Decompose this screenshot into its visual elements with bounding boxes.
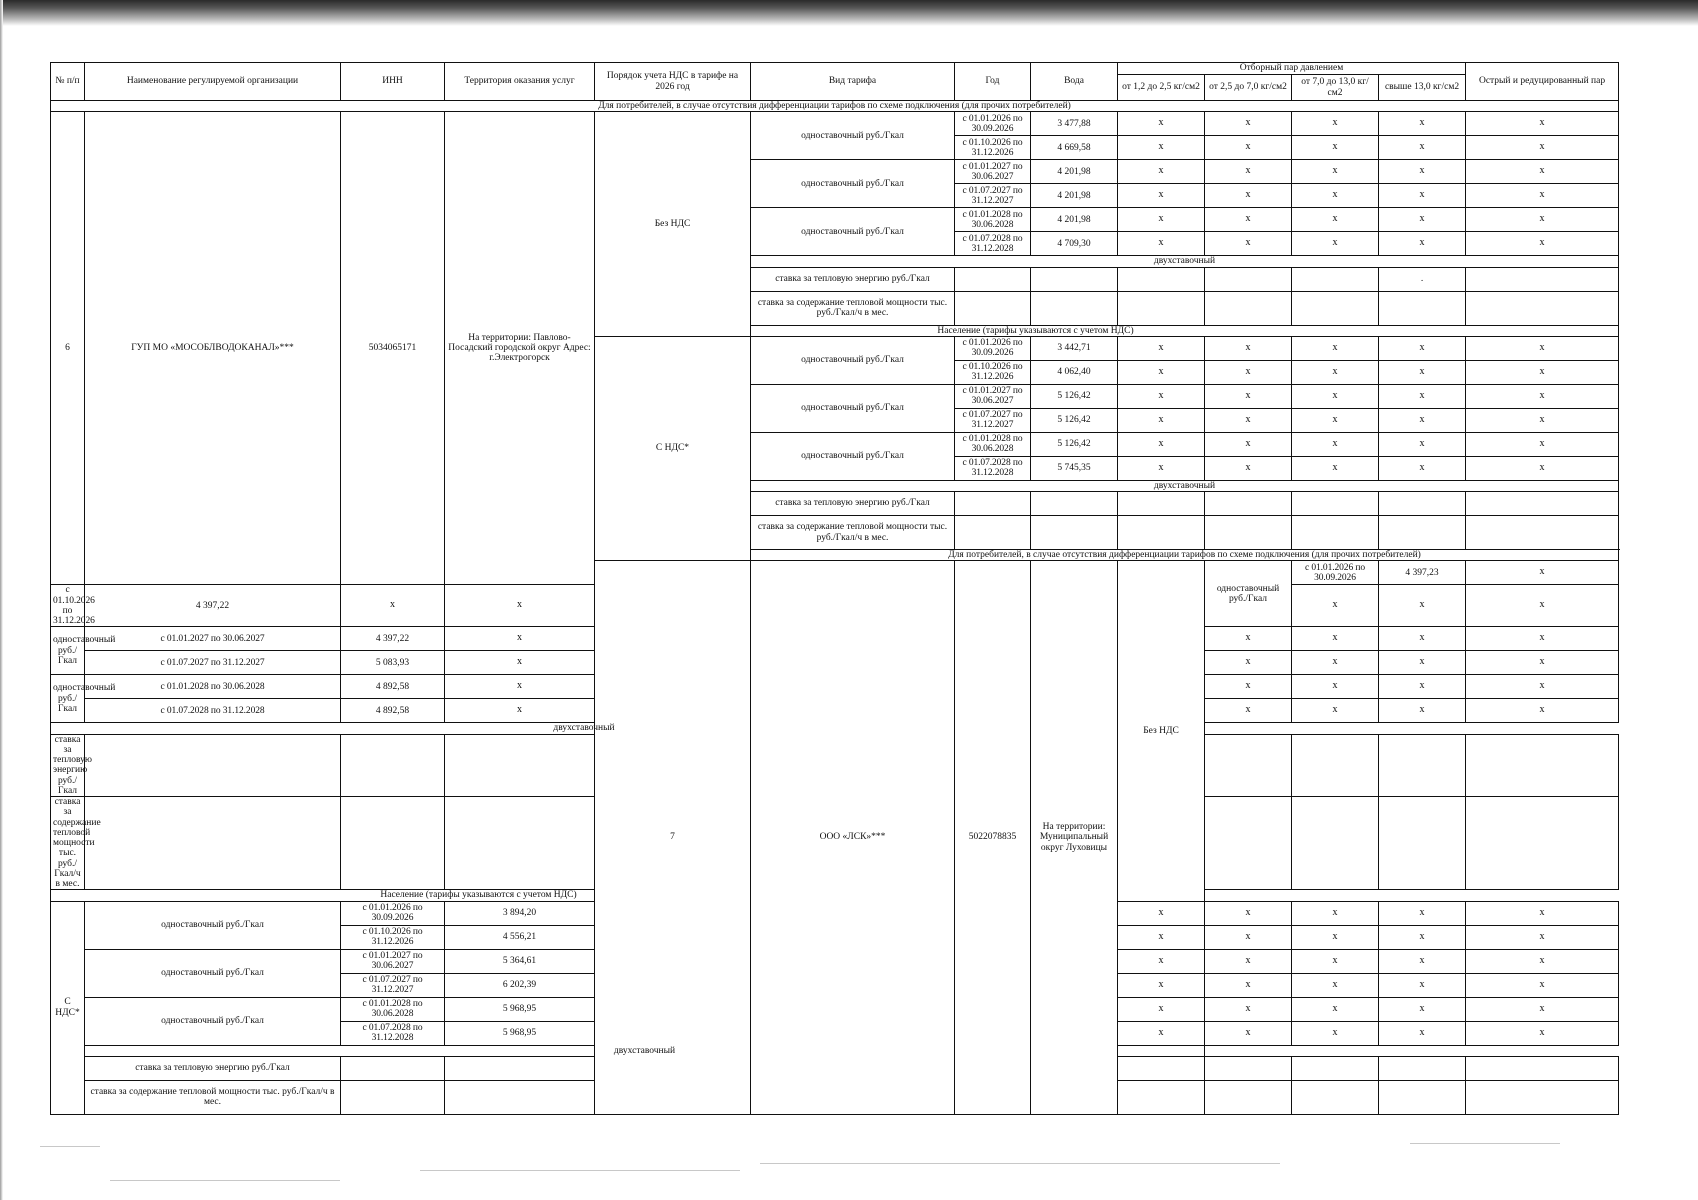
period-cell: с 01.01.2028 по 30.06.2028 — [955, 208, 1031, 232]
empty-cell — [1205, 516, 1292, 550]
two-part-label: двухставочный — [51, 723, 1118, 734]
water-price: 4 397,22 — [341, 627, 445, 651]
org-territory: На территории: Павлово-Посадский городской округ Адрес: г.Электрогорск — [445, 112, 595, 585]
steam-x-cell: x — [1292, 232, 1379, 256]
steam-x-cell: x — [1118, 925, 1205, 949]
rate-heat-label: ставка за тепловую энергию руб./Гкал — [751, 492, 955, 516]
steam-x-cell: x — [1379, 627, 1466, 651]
steam-x-cell: x — [1292, 901, 1379, 925]
steam-x-cell: x — [1466, 336, 1619, 360]
steam-x-cell: x — [1118, 232, 1205, 256]
section-title: Население (тарифы указываются с учетом НДС) — [751, 325, 1619, 336]
water-price: 5 126,42 — [1031, 432, 1118, 456]
empty-cell — [1118, 492, 1205, 516]
section-row — [51, 101, 1619, 112]
empty-cell — [1292, 1056, 1379, 1080]
org-number: 7 — [595, 561, 751, 1115]
steam-x-cell: x — [1379, 336, 1466, 360]
steam-x-cell: x — [1205, 384, 1292, 408]
water-price: 4 062,40 — [1031, 360, 1118, 384]
period-cell: с 01.01.2027 по 30.06.2027 — [341, 949, 445, 973]
period-cell: с 01.07.2028 по 31.12.2028 — [955, 456, 1031, 480]
org-number: 6 — [51, 112, 85, 585]
steam-x-cell: x — [445, 585, 595, 627]
empty-cell — [1205, 797, 1292, 890]
org-name: ГУП МО «МОСОБЛВОДОКАНАЛ»*** — [85, 112, 341, 585]
period-cell: с 01.01.2026 по 30.09.2026 — [1292, 561, 1379, 585]
water-price: 4 201,98 — [1031, 208, 1118, 232]
tariff-type-one-part: одноставочный руб./Гкал — [51, 627, 85, 675]
steam-x-cell: x — [1118, 456, 1205, 480]
empty-cell — [1031, 516, 1118, 550]
steam-x-cell: x — [1118, 949, 1205, 973]
two-part-label: двухставочный — [751, 480, 1619, 491]
tariff-type-one-part: одноставочный руб./Гкал — [751, 160, 955, 208]
steam-x-cell: x — [445, 651, 595, 675]
org-inn: 5034065171 — [341, 112, 445, 585]
header-steam-group: Отборный пар давлением — [1118, 63, 1466, 75]
steam-x-cell: x — [1466, 408, 1619, 432]
water-price: 4 709,30 — [1031, 232, 1118, 256]
header-year: Год — [955, 63, 1031, 101]
empty-cell — [1292, 492, 1379, 516]
steam-x-cell: x — [1205, 973, 1292, 997]
tariff-type-one-part: одноставочный руб./Гкал — [751, 432, 955, 480]
rate-heat-label: ставка за тепловую энергию руб./Гкал — [51, 734, 85, 797]
empty-cell — [1205, 1080, 1292, 1114]
steam-x-cell: x — [1379, 160, 1466, 184]
water-price: 4 201,98 — [1031, 184, 1118, 208]
steam-x-cell: x — [1205, 408, 1292, 432]
header-org-name: Наименование регулируемой организации — [85, 63, 341, 101]
empty-cell — [1118, 267, 1205, 291]
steam-x-cell: x — [1379, 208, 1466, 232]
steam-x-cell: x — [1205, 675, 1292, 699]
steam-x-cell: x — [1466, 585, 1619, 627]
steam-x-cell: x — [1466, 1021, 1619, 1045]
tariff-row — [51, 112, 1619, 136]
steam-x-cell: x — [1118, 901, 1205, 925]
steam-x-cell: x — [1292, 1021, 1379, 1045]
rate-capacity-label: ставка за содержание тепловой мощности тыс. руб./Гкал/ч в мес. — [751, 291, 955, 325]
steam-x-cell: x — [1292, 208, 1379, 232]
rate-heat-label: ставка за тепловую энергию руб./Гкал — [751, 267, 955, 291]
header-steam-2: от 2,5 до 7,0 кг/см2 — [1205, 75, 1292, 101]
period-cell: с 01.01.2028 по 30.06.2028 — [85, 675, 341, 699]
period-cell: с 01.07.2027 по 31.12.2027 — [955, 184, 1031, 208]
period-cell: с 01.10.2026 по 31.12.2026 — [341, 925, 445, 949]
steam-x-cell: x — [1118, 160, 1205, 184]
scan-artifact — [40, 1146, 100, 1147]
period-cell: с 01.07.2027 по 31.12.2027 — [955, 408, 1031, 432]
rate-heat-label: ставка за тепловую энергию руб./Гкал — [85, 1056, 341, 1080]
empty-cell — [445, 734, 595, 797]
header-inn: ИНН — [341, 63, 445, 101]
steam-x-cell: x — [1205, 136, 1292, 160]
org-inn: 5022078835 — [955, 561, 1031, 1115]
water-price: 5 126,42 — [1031, 408, 1118, 432]
empty-cell — [1379, 734, 1466, 797]
period-cell: с 01.01.2026 по 30.09.2026 — [955, 336, 1031, 360]
water-price: 5 968,95 — [445, 997, 595, 1021]
tariff-type-one-part: одноставочный руб./Гкал — [51, 675, 85, 723]
empty-cell — [341, 1056, 445, 1080]
water-price: 4 892,58 — [341, 675, 445, 699]
steam-x-cell: x — [1292, 925, 1379, 949]
two-part-row — [51, 1045, 1619, 1056]
empty-cell — [85, 734, 341, 797]
steam-x-cell: x — [1205, 184, 1292, 208]
steam-x-cell: x — [1466, 949, 1619, 973]
tariff-type-one-part: одноставочный руб./Гкал — [85, 949, 341, 997]
tariff-type-one-part: одноставочный руб./Гкал — [751, 208, 955, 256]
org-name: ООО «ЛСК»*** — [751, 561, 955, 1115]
period-cell: с 01.10.2026 по 31.12.2026 — [51, 585, 85, 627]
empty-cell — [445, 797, 595, 890]
scan-artifact — [110, 1180, 340, 1181]
tariff-table-container — [50, 62, 1618, 1108]
steam-x-cell: x — [1292, 949, 1379, 973]
steam-x-cell: x — [1205, 651, 1292, 675]
header-water: Вода — [1031, 63, 1118, 101]
period-cell: с 01.07.2028 по 31.12.2028 — [955, 232, 1031, 256]
period-cell: с 01.01.2028 по 30.06.2028 — [341, 997, 445, 1021]
section-title: Население (тарифы указываются с учетом НДС) — [51, 890, 1205, 901]
empty-cell — [1292, 291, 1379, 325]
header-sharp-steam: Острый и редуцированный пар — [1466, 63, 1619, 101]
steam-x-cell: x — [1205, 160, 1292, 184]
water-price: 4 556,21 — [445, 925, 595, 949]
steam-x-cell: x — [1379, 360, 1466, 384]
steam-x-cell: x — [1466, 973, 1619, 997]
water-price: 5 968,95 — [445, 1021, 595, 1045]
steam-x-cell: x — [1205, 949, 1292, 973]
steam-x-cell: x — [1292, 585, 1379, 627]
water-price: 3 894,20 — [445, 901, 595, 925]
water-price: 4 397,23 — [1379, 561, 1466, 585]
steam-x-cell: x — [1118, 973, 1205, 997]
header-steam-1: от 1,2 до 2,5 кг/см2 — [1118, 75, 1205, 101]
water-price: 4 397,22 — [85, 585, 341, 627]
empty-cell — [1292, 797, 1379, 890]
tariff-type-one-part: одноставочный руб./Гкал — [1205, 561, 1292, 627]
steam-x-cell: x — [1205, 901, 1292, 925]
steam-x-cell: x — [1205, 208, 1292, 232]
steam-x-cell: x — [1466, 627, 1619, 651]
period-cell: с 01.01.2027 по 30.06.2027 — [955, 384, 1031, 408]
empty-cell — [1118, 1056, 1205, 1080]
empty-cell — [1466, 1080, 1619, 1114]
vat-order-cell: Без НДС — [1118, 561, 1205, 901]
steam-x-cell: x — [1205, 432, 1292, 456]
steam-x-cell: x — [1379, 432, 1466, 456]
empty-cell — [85, 797, 341, 890]
steam-x-cell: x — [1379, 675, 1466, 699]
steam-x-cell: x — [1205, 112, 1292, 136]
vat-order-cell: С НДС* — [51, 901, 85, 1114]
scan-artifact — [1410, 1143, 1560, 1144]
scan-left-edge — [0, 0, 3, 1200]
steam-x-cell: x — [1292, 384, 1379, 408]
empty-cell — [445, 1080, 595, 1114]
rate-capacity-label: ставка за содержание тепловой мощности тыс. руб./Гкал/ч в мес. — [51, 797, 85, 890]
steam-x-cell: x — [1118, 336, 1205, 360]
steam-x-cell: x — [1466, 456, 1619, 480]
steam-x-cell: x — [1379, 184, 1466, 208]
empty-cell — [1466, 267, 1619, 291]
header-vat-order: Порядок учета НДС в тарифе на 2026 год — [595, 63, 751, 101]
steam-x-cell: x — [1205, 997, 1292, 1021]
header-territory: Территория оказания услуг — [445, 63, 595, 101]
header-steam-3: от 7,0 до 13,0 кг/см2 — [1292, 75, 1379, 101]
water-price: 5 364,61 — [445, 949, 595, 973]
steam-x-cell: x — [1292, 651, 1379, 675]
tariff-type-one-part: одноставочный руб./Гкал — [751, 336, 955, 384]
steam-x-cell: x — [1205, 360, 1292, 384]
steam-x-cell: x — [1292, 432, 1379, 456]
vat-order-cell: Без НДС — [595, 112, 751, 337]
steam-x-cell: x — [1379, 651, 1466, 675]
steam-x-cell: x — [1292, 973, 1379, 997]
empty-cell — [955, 516, 1031, 550]
steam-x-cell: x — [1466, 432, 1619, 456]
two-part-row — [51, 723, 1619, 734]
steam-x-cell: x — [1379, 997, 1466, 1021]
header-steam-4: свыше 13,0 кг/см2 — [1379, 75, 1466, 101]
steam-x-cell: x — [1466, 925, 1619, 949]
empty-cell — [1292, 267, 1379, 291]
steam-x-cell: x — [1466, 901, 1619, 925]
empty-cell — [1466, 734, 1619, 797]
tariff-type-one-part: одноставочный руб./Гкал — [85, 901, 341, 949]
empty-cell — [1379, 291, 1466, 325]
steam-x-cell: x — [1466, 699, 1619, 723]
steam-x-cell: x — [1466, 208, 1619, 232]
steam-x-cell: x — [1466, 675, 1619, 699]
water-price: 4 669,58 — [1031, 136, 1118, 160]
period-cell: с 01.01.2026 по 30.09.2026 — [341, 901, 445, 925]
empty-cell — [955, 492, 1031, 516]
steam-x-cell: x — [1292, 360, 1379, 384]
header-tariff-type: Вид тарифа — [751, 63, 955, 101]
stray-mark: . — [1379, 267, 1466, 291]
water-price: 4 201,98 — [1031, 160, 1118, 184]
period-cell: с 01.01.2027 по 30.06.2027 — [955, 160, 1031, 184]
empty-cell — [1466, 797, 1619, 890]
empty-cell — [1379, 492, 1466, 516]
steam-x-cell: x — [1379, 699, 1466, 723]
tariff-table-body — [51, 101, 1619, 1115]
empty-cell — [1466, 1056, 1619, 1080]
steam-x-cell: x — [1292, 160, 1379, 184]
empty-cell — [1205, 492, 1292, 516]
empty-cell — [955, 267, 1031, 291]
steam-x-cell: x — [445, 675, 595, 699]
steam-x-cell: x — [1379, 384, 1466, 408]
steam-x-cell: x — [1379, 1021, 1466, 1045]
empty-cell — [1466, 492, 1619, 516]
steam-x-cell: x — [1379, 585, 1466, 627]
steam-x-cell: x — [1466, 232, 1619, 256]
period-cell: с 01.10.2026 по 31.12.2026 — [955, 136, 1031, 160]
scan-artifact — [760, 1163, 1280, 1164]
steam-x-cell: x — [1205, 336, 1292, 360]
steam-x-cell: x — [1379, 232, 1466, 256]
water-price: 5 745,35 — [1031, 456, 1118, 480]
section-title: Для потребителей, в случае отсутствия дифференциации тарифов по схеме подключения (для прочих потребителей) — [751, 550, 1619, 561]
empty-cell — [1031, 267, 1118, 291]
water-price: 3 477,88 — [1031, 112, 1118, 136]
section-row — [51, 890, 1619, 901]
steam-x-cell: x — [1466, 997, 1619, 1021]
empty-cell — [1292, 1080, 1379, 1114]
period-cell: с 01.01.2028 по 30.06.2028 — [955, 432, 1031, 456]
steam-x-cell: x — [1466, 112, 1619, 136]
steam-x-cell: x — [1379, 456, 1466, 480]
steam-x-cell: x — [1379, 925, 1466, 949]
empty-cell — [445, 1056, 595, 1080]
steam-x-cell: x — [445, 699, 595, 723]
water-price: 4 892,58 — [341, 699, 445, 723]
steam-x-cell: x — [1118, 184, 1205, 208]
steam-x-cell: x — [1379, 112, 1466, 136]
steam-x-cell: x — [1118, 136, 1205, 160]
water-price: 5 083,93 — [341, 651, 445, 675]
empty-cell — [1205, 734, 1292, 797]
steam-x-cell: x — [341, 585, 445, 627]
steam-x-cell: x — [445, 627, 595, 651]
steam-x-cell: x — [1292, 112, 1379, 136]
steam-x-cell: x — [1118, 432, 1205, 456]
steam-x-cell: x — [1292, 408, 1379, 432]
rate-capacity-label: ставка за содержание тепловой мощности тыс. руб./Гкал/ч в мес. — [751, 516, 955, 550]
empty-cell — [1118, 516, 1205, 550]
steam-x-cell: x — [1466, 360, 1619, 384]
period-cell: с 01.10.2026 по 31.12.2026 — [955, 360, 1031, 384]
steam-x-cell: x — [1118, 384, 1205, 408]
period-cell: с 01.01.2026 по 30.09.2026 — [955, 112, 1031, 136]
empty-cell — [1466, 291, 1619, 325]
tariff-type-one-part: одноставочный руб./Гкал — [751, 384, 955, 432]
tariff-table — [50, 62, 1619, 1115]
steam-x-cell: x — [1466, 136, 1619, 160]
period-cell: с 01.07.2028 по 31.12.2028 — [341, 1021, 445, 1045]
steam-x-cell: x — [1118, 1021, 1205, 1045]
steam-x-cell: x — [1292, 675, 1379, 699]
section-title: Для потребителей, в случае отсутствия дифференциации тарифов по схеме подключения (для прочих потребителей) — [51, 101, 1619, 112]
steam-x-cell: x — [1118, 360, 1205, 384]
period-cell: с 01.01.2027 по 30.06.2027 — [85, 627, 341, 651]
steam-x-cell: x — [1379, 408, 1466, 432]
steam-x-cell: x — [1466, 184, 1619, 208]
period-cell: с 01.07.2027 по 31.12.2027 — [85, 651, 341, 675]
two-part-label: двухставочный — [751, 256, 1619, 267]
steam-x-cell: x — [1118, 112, 1205, 136]
empty-cell — [1205, 291, 1292, 325]
steam-x-cell: x — [1292, 456, 1379, 480]
tariff-type-one-part: одноставочный руб./Гкал — [85, 997, 341, 1045]
steam-x-cell: x — [1292, 136, 1379, 160]
steam-x-cell: x — [1379, 973, 1466, 997]
steam-x-cell: x — [1118, 208, 1205, 232]
steam-x-cell: x — [1118, 408, 1205, 432]
steam-x-cell: x — [1205, 1021, 1292, 1045]
steam-x-cell: x — [1466, 160, 1619, 184]
steam-x-cell: x — [1379, 136, 1466, 160]
period-cell: с 01.07.2027 по 31.12.2027 — [341, 973, 445, 997]
steam-x-cell: x — [1379, 949, 1466, 973]
steam-x-cell: x — [1205, 627, 1292, 651]
empty-cell — [1118, 1080, 1205, 1114]
steam-x-cell: x — [1292, 627, 1379, 651]
empty-cell — [1379, 797, 1466, 890]
empty-cell — [1205, 1056, 1292, 1080]
water-price: 6 202,39 — [445, 973, 595, 997]
rate-capacity-label: ставка за содержание тепловой мощности тыс. руб./Гкал/ч в мес. — [85, 1080, 341, 1114]
header-num: № п/п — [51, 63, 85, 101]
empty-cell — [1292, 734, 1379, 797]
empty-cell — [341, 1080, 445, 1114]
empty-cell — [1205, 267, 1292, 291]
steam-x-cell: x — [1205, 699, 1292, 723]
steam-x-cell: x — [1118, 997, 1205, 1021]
vat-order-cell: С НДС* — [595, 336, 751, 561]
empty-cell — [1118, 291, 1205, 325]
steam-x-cell: x — [1292, 997, 1379, 1021]
period-cell: с 01.07.2028 по 31.12.2028 — [85, 699, 341, 723]
scan-artifact — [420, 1170, 740, 1171]
steam-x-cell: x — [1205, 232, 1292, 256]
steam-x-cell: x — [1292, 699, 1379, 723]
empty-cell — [955, 291, 1031, 325]
empty-cell — [1031, 291, 1118, 325]
steam-x-cell: x — [1292, 336, 1379, 360]
empty-cell — [341, 734, 445, 797]
steam-x-cell: x — [1205, 925, 1292, 949]
two-part-label: двухставочный — [85, 1045, 1205, 1056]
steam-x-cell: x — [1205, 456, 1292, 480]
water-price: 5 126,42 — [1031, 384, 1118, 408]
empty-cell — [1031, 492, 1118, 516]
steam-x-cell: x — [1292, 184, 1379, 208]
empty-cell — [1379, 516, 1466, 550]
empty-cell — [1466, 516, 1619, 550]
water-price: 3 442,71 — [1031, 336, 1118, 360]
steam-x-cell: x — [1466, 651, 1619, 675]
empty-cell — [1292, 516, 1379, 550]
org-territory: На территории: Муниципальный округ Луховицы — [1031, 561, 1118, 1115]
tariff-type-one-part: одноставочный руб./Гкал — [751, 112, 955, 160]
steam-x-cell: x — [1379, 901, 1466, 925]
steam-x-cell: x — [1466, 384, 1619, 408]
empty-cell — [1379, 1080, 1466, 1114]
steam-x-cell: x — [1466, 561, 1619, 585]
scan-top-shadow — [0, 0, 1698, 26]
empty-cell — [341, 797, 445, 890]
empty-cell — [1379, 1056, 1466, 1080]
